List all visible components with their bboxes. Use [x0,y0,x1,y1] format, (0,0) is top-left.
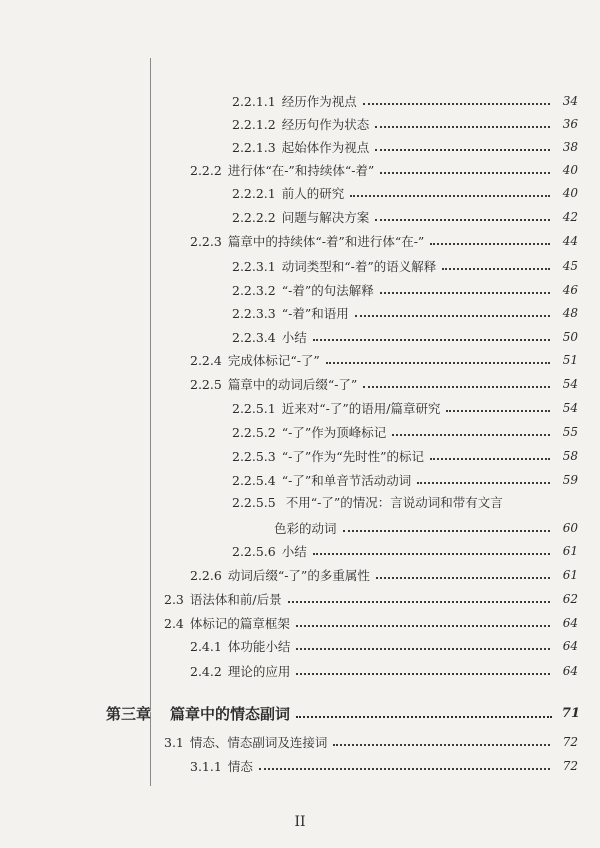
entry-title: 起始体作为视点 [281,140,370,155]
page-number: 44 [562,234,578,248]
entry-title: 问题与解决方案 [281,210,370,225]
entry-title: 篇章中的持续体“-着”和进行体“在-” [227,234,425,249]
leader-dots [350,195,550,197]
leader-dots [446,410,550,412]
entry-title: 前人的研究 [281,186,345,201]
toc-entry[interactable]: 2.2.2 进行体“在-”和持续体“-着” 40 [190,162,578,178]
toc-entry[interactable]: 2.2.3 篇章中的持续体“-着”和进行体“在-” 44 [190,233,578,249]
page-number: 64 [562,639,578,653]
entry-title: 小结 [281,330,307,345]
toc-entry[interactable]: 2.2.1.2 经历句作为状态 36 [232,116,578,132]
entry-title: 经历句作为状态 [281,117,370,132]
entry-title: 情态 [227,759,253,774]
page-number: 62 [562,592,578,606]
entry-title: “-了”和单音节活动动词 [281,473,412,488]
leader-dots [313,339,550,341]
toc-entry[interactable]: 2.2.2.2 问题与解决方案 42 [232,209,578,225]
page-number: 55 [562,425,578,439]
toc-entry[interactable]: 2.2.6 动词后缀“-了”的多重属性 61 [190,567,578,583]
entry-title-continued: 色彩的动词 [274,521,337,536]
leader-dots [380,292,550,294]
page-number: 72 [562,735,578,749]
leader-dots [296,673,550,675]
leader-dots [417,482,550,484]
page-number: 61 [562,568,578,582]
leader-dots [343,530,550,532]
toc-entry-line2[interactable] [274,518,578,538]
page-number: 64 [562,616,578,630]
toc-entry[interactable]: 2.2.5.3 “-了”作为“先时性”的标记 58 [232,448,578,464]
chapter-label: 第三章 [106,704,152,723]
page-number: 40 [562,163,578,177]
entry-title: 理论的应用 [227,664,291,679]
entry-title: 经历作为视点 [281,94,357,109]
vertical-rule [150,58,151,710]
toc-entry[interactable]: 2.4.2 理论的应用 64 [190,663,578,679]
leader-dots [380,172,550,174]
toc-entry[interactable]: 2.2.5 篇章中的动词后缀“-了” 54 [190,376,578,392]
page-number: 46 [562,283,578,297]
entry-title: 进行体“在-”和持续体“-着” [227,163,375,178]
toc-entry[interactable]: 2.2.5.4 “-了”和单音节活动动词 59 [232,472,578,488]
page-number: 72 [562,759,578,773]
leader-dots [288,601,550,603]
leader-dots [333,744,550,746]
page-number: 60 [562,521,578,535]
toc-entry[interactable]: 2.2.5.6 小结 61 [232,543,578,559]
leader-dots [363,103,550,105]
leader-dots [430,458,550,460]
page-number: 59 [562,473,578,487]
toc-entry[interactable]: 2.2.5.2 “-了”作为顶峰标记 55 [232,424,578,440]
leader-dots [375,126,550,128]
leader-dots [430,243,550,245]
entry-title: “-着”和语用 [281,306,349,321]
leader-dots [392,434,550,436]
page-number: 34 [562,94,578,108]
page-number: 48 [562,306,578,320]
leader-dots [259,768,550,770]
toc-entry[interactable]: 3.1.1 情态 72 [190,758,578,774]
entry-title: 近来对“-了”的语用/篇章研究 [281,401,441,416]
toc-entry[interactable]: 2.2.1.1 经历作为视点 34 [232,93,578,109]
leader-dots [355,315,550,317]
page-number: 42 [562,210,578,224]
page-number: 54 [562,401,578,415]
toc-entry[interactable]: 2.4 体标记的篇章框架 64 [164,615,578,631]
toc-entry[interactable]: 2.2.3.2 “-着”的句法解释 46 [232,282,578,298]
page-number: 36 [562,117,578,131]
entry-title: 小结 [281,544,307,559]
page-number: 58 [562,449,578,463]
toc-entry[interactable]: 2.2.3.3 “-着”和语用 48 [232,305,578,321]
entry-title: 完成体标记“-了” [227,353,320,368]
chapter-heading[interactable] [106,702,580,724]
leader-dots [442,268,550,270]
toc-entry[interactable]: 2.2.3.4 小结 50 [232,329,578,345]
toc-entry[interactable]: 2.2.4 完成体标记“-了” 51 [190,352,578,368]
entry-title: “-着”的句法解释 [281,283,374,298]
chapter-title: 篇章中的情态副词 [170,704,291,723]
entry-title: 情态、情态副词及连接词 [189,735,328,750]
entry-title: “-了”作为顶峰标记 [281,425,387,440]
entry-title: 动词类型和“-着”的语义解释 [281,259,437,274]
leader-dots [296,648,550,650]
entry-title: 语法体和前/后景 [189,592,282,607]
toc-entry[interactable]: 2.3 语法体和前/后景 62 [164,591,578,607]
entry-title: 不用“-了”的情况：言说动词和带有文言 [285,495,503,510]
page-number: 61 [562,544,578,558]
page-number: 54 [562,377,578,391]
page-number: 50 [562,330,578,344]
entry-title: 篇章中的动词后缀“-了” [227,377,358,392]
page-number: 64 [562,664,578,678]
entry-title: 体功能小结 [227,639,291,654]
entry-title: “-了”作为“先时性”的标记 [281,449,425,464]
page-number: 45 [562,259,578,273]
leader-dots [376,577,550,579]
leader-dots [326,362,550,364]
toc-entry[interactable]: 3.1 情态、情态副词及连接词 72 [164,734,578,750]
leader-dots [375,219,550,221]
leader-dots [375,149,550,151]
entry-title: 体标记的篇章框架 [189,616,290,631]
toc-entry[interactable]: 2.4.1 体功能小结 64 [190,638,578,654]
page-number: 51 [562,353,578,367]
toc-entry-line1[interactable]: 2.2.5.5 不用“-了”的情况：言说动词和带有文言 [232,495,503,510]
leader-dots [363,386,550,388]
toc-entry[interactable]: 2.2.3.1 动词类型和“-着”的语义解释 45 [232,258,578,274]
leader-dots [296,625,550,627]
toc-entry[interactable]: 2.2.5.1 近来对“-了”的语用/篇章研究 54 [232,400,578,416]
toc-entry[interactable]: 2.2.2.1 前人的研究 40 [232,185,578,201]
leader-dots [313,553,550,555]
toc-entry[interactable]: 2.2.1.3 起始体作为视点 38 [232,139,578,155]
entry-title: 动词后缀“-了”的多重属性 [227,568,370,583]
page-footer-number: II [294,814,306,830]
leader-dots [296,716,552,718]
page-number: 38 [562,140,578,154]
page-number: 71 [561,705,580,721]
page-number: 40 [562,186,578,200]
